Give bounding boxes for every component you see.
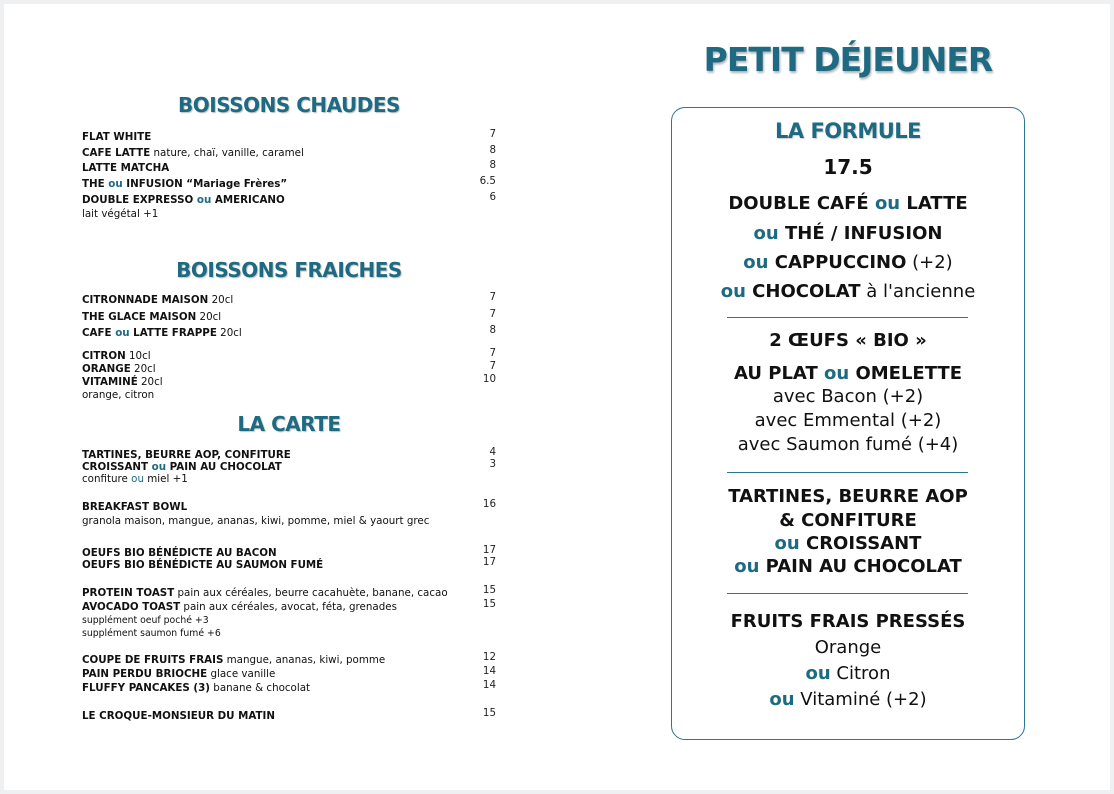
item-text: CITRONNADE MAISON bbox=[82, 294, 209, 306]
item-text: 20cl bbox=[208, 294, 234, 306]
item-text: lait végétal +1 bbox=[82, 208, 159, 220]
item-text: BREAKFAST BOWL bbox=[82, 501, 188, 513]
item-text: mangue, ananas, kiwi, pomme bbox=[223, 654, 386, 666]
menu-item bbox=[82, 128, 496, 144]
formule-line bbox=[671, 662, 1025, 686]
menu-item bbox=[82, 308, 496, 324]
formule-line bbox=[671, 251, 1025, 275]
formule-line bbox=[671, 532, 1025, 556]
item-text: PAIN AU CHOCOLAT bbox=[759, 556, 962, 577]
formule-line bbox=[671, 329, 1025, 353]
item-text: PROTEIN TOAST bbox=[82, 587, 175, 599]
menu-item-note bbox=[82, 614, 496, 627]
item-price: 4 bbox=[489, 446, 496, 458]
menu-item bbox=[82, 191, 496, 207]
ou-connector: ou bbox=[824, 363, 850, 384]
item-price: 17 bbox=[482, 556, 496, 568]
item-text: AU PLAT bbox=[734, 363, 824, 384]
item-price: 14 bbox=[482, 679, 496, 691]
item-text: 20cl bbox=[216, 327, 242, 339]
item-text: glace vanille bbox=[207, 668, 276, 680]
item-text: 20cl bbox=[137, 376, 163, 388]
formule-line bbox=[671, 636, 1025, 660]
ou-connector: ou bbox=[769, 689, 795, 710]
item-price: 14 bbox=[482, 665, 496, 677]
item-text: banane & chocolat bbox=[210, 682, 311, 694]
menu-item bbox=[82, 159, 496, 175]
item-text: AVOCADO TOAST bbox=[82, 601, 181, 613]
item-text: Citron bbox=[830, 663, 891, 684]
menu-item bbox=[82, 360, 496, 376]
formule-line bbox=[671, 280, 1025, 304]
divider bbox=[727, 472, 968, 473]
menu-item bbox=[82, 584, 496, 600]
ou-connector: ou bbox=[196, 194, 212, 206]
item-text: VITAMINÉ bbox=[82, 376, 138, 388]
ou-connector: ou bbox=[151, 461, 167, 473]
menu-item bbox=[82, 324, 496, 340]
page-title: PETIT DÉJEUNER bbox=[703, 40, 993, 79]
item-text: granola maison, mangue, ananas, kiwi, pomme, miel & yaourt grec bbox=[82, 515, 430, 527]
menu-item bbox=[82, 665, 496, 681]
item-text: THE bbox=[82, 178, 109, 190]
item-text: LATTE bbox=[900, 193, 968, 214]
item-text: LE CROQUE-MONSIEUR DU MATIN bbox=[82, 710, 275, 722]
item-price: 8 bbox=[489, 324, 496, 336]
item-price: 7 bbox=[489, 128, 496, 140]
item-text: FLUFFY PANCAKES (3) bbox=[82, 682, 211, 694]
formule-line bbox=[671, 409, 1025, 433]
item-text: CROISSANT bbox=[799, 533, 922, 554]
ou-connector: ou bbox=[753, 223, 779, 244]
item-text: OMELETTE bbox=[849, 363, 962, 384]
item-text: PAIN AU CHOCOLAT bbox=[166, 461, 282, 473]
menu-item bbox=[82, 347, 496, 363]
item-text: pain aux céréales, beurre cacahuète, banane, cacao bbox=[174, 587, 448, 599]
item-text: 20cl bbox=[196, 311, 222, 323]
item-text: 10cl bbox=[125, 350, 151, 362]
menu-item-note bbox=[82, 627, 496, 640]
item-text: COUPE DE FRUITS FRAIS bbox=[82, 654, 224, 666]
item-text: à l'ancienne bbox=[860, 281, 976, 302]
item-text: CHOCOLAT bbox=[745, 281, 861, 302]
item-price: 15 bbox=[482, 598, 496, 610]
menu-item-note bbox=[82, 473, 496, 486]
section-heading: BOISSONS FRAICHES bbox=[176, 258, 402, 282]
divider bbox=[727, 317, 968, 318]
item-price: 7 bbox=[489, 291, 496, 303]
formule-line bbox=[671, 222, 1025, 246]
menu-item-note bbox=[82, 389, 496, 402]
menu-item bbox=[82, 498, 496, 514]
item-text: (+2) bbox=[906, 252, 953, 273]
item-text: CAFE LATTE bbox=[82, 147, 151, 159]
item-price: 15 bbox=[482, 707, 496, 719]
section-heading: BOISSONS CHAUDES bbox=[178, 93, 400, 117]
formule-price bbox=[671, 155, 1025, 179]
item-text: Vitaminé (+2) bbox=[794, 689, 927, 710]
item-text: avec Emmental (+2) bbox=[754, 410, 942, 431]
item-price: 17 bbox=[482, 544, 496, 556]
menu-item bbox=[82, 651, 496, 667]
section-heading: LA CARTE bbox=[237, 412, 341, 436]
item-price: 12 bbox=[482, 651, 496, 663]
formule-line bbox=[671, 555, 1025, 579]
item-text: THE GLACE MAISON bbox=[82, 311, 197, 323]
menu-item bbox=[82, 291, 496, 307]
item-price: 7 bbox=[489, 360, 496, 372]
item-text: FLAT WHITE bbox=[82, 131, 152, 143]
item-text: 2 ŒUFS « BIO » bbox=[769, 330, 927, 351]
formule-line bbox=[671, 362, 1025, 386]
item-text: avec Bacon (+2) bbox=[772, 386, 924, 407]
item-text: CITRON bbox=[82, 350, 126, 362]
menu-item bbox=[82, 144, 496, 160]
formule-line bbox=[671, 433, 1025, 457]
item-price: 10 bbox=[482, 373, 496, 385]
item-text: avec Saumon fumé (+4) bbox=[737, 434, 959, 455]
menu-item bbox=[82, 679, 496, 695]
ou-connector: ou bbox=[743, 252, 769, 273]
menu-item-note bbox=[82, 208, 496, 221]
formule-line bbox=[671, 385, 1025, 409]
formule-line bbox=[671, 509, 1025, 533]
menu-item-note bbox=[82, 515, 496, 528]
formule-heading: LA FORMULE bbox=[775, 119, 921, 143]
item-text: OEUFS BIO BÉNÉDICTE AU SAUMON FUMÉ bbox=[82, 559, 324, 571]
formule-line bbox=[671, 192, 1025, 216]
item-text: OEUFS BIO BÉNÉDICTE AU BACON bbox=[82, 547, 277, 559]
formule-line bbox=[671, 610, 1025, 634]
item-price: 3 bbox=[489, 458, 496, 470]
item-text: 20cl bbox=[130, 363, 156, 375]
item-text: THÉ / INFUSION bbox=[778, 223, 943, 244]
menu-item bbox=[82, 707, 496, 723]
ou-connector: ou bbox=[774, 533, 800, 554]
item-text: orange, citron bbox=[82, 389, 155, 401]
item-text: ORANGE bbox=[82, 363, 131, 375]
item-text: PAIN PERDU BRIOCHE bbox=[82, 668, 208, 680]
item-price: 6.5 bbox=[479, 175, 496, 187]
item-price: 8 bbox=[489, 144, 496, 156]
menu-item bbox=[82, 373, 496, 389]
item-text: 17.5 bbox=[823, 155, 873, 179]
item-text: CAFE bbox=[82, 327, 116, 339]
ou-connector: ou bbox=[115, 327, 130, 339]
item-text: FRUITS FRAIS PRESSÉS bbox=[730, 611, 966, 632]
item-text: CAPPUCCINO bbox=[768, 252, 907, 273]
ou-connector: ou bbox=[874, 193, 901, 214]
item-text: miel +1 bbox=[143, 473, 188, 485]
ou-connector: ou bbox=[108, 178, 123, 190]
item-price: 6 bbox=[489, 191, 496, 203]
menu-item bbox=[82, 598, 496, 614]
item-text: supplément saumon fumé +6 bbox=[82, 628, 221, 639]
item-text: INFUSION “Mariage Frères” bbox=[122, 178, 288, 190]
formule-line bbox=[671, 688, 1025, 712]
item-text: confiture bbox=[82, 473, 132, 485]
item-text: Orange bbox=[814, 637, 882, 658]
ou-connector: ou bbox=[734, 556, 760, 577]
item-price: 7 bbox=[489, 308, 496, 320]
ou-connector: ou bbox=[805, 663, 831, 684]
item-price: 15 bbox=[482, 584, 496, 596]
ou-connector: ou bbox=[720, 281, 746, 302]
item-price: 8 bbox=[489, 159, 496, 171]
menu-item bbox=[82, 175, 496, 191]
item-price: 7 bbox=[489, 347, 496, 359]
item-text: DOUBLE CAFÉ bbox=[728, 193, 875, 214]
item-text: LATTE FRAPPE bbox=[129, 327, 217, 339]
item-text: AMERICANO bbox=[211, 194, 285, 206]
formule-line bbox=[671, 485, 1025, 509]
menu-item bbox=[82, 556, 496, 572]
item-text: CROISSANT bbox=[82, 461, 152, 473]
item-text: DOUBLE EXPRESSO bbox=[82, 194, 197, 206]
item-text: TARTINES, BEURRE AOP, CONFITURE bbox=[82, 449, 291, 461]
item-text: & CONFITURE bbox=[779, 510, 917, 531]
divider bbox=[727, 593, 968, 594]
item-text: nature, chaï, vanille, caramel bbox=[150, 147, 304, 159]
item-text: supplément oeuf poché +3 bbox=[82, 615, 209, 626]
item-text: pain aux céréales, avocat, féta, grenades bbox=[180, 601, 397, 613]
item-price: 16 bbox=[482, 498, 496, 510]
item-text: TARTINES, BEURRE AOP bbox=[728, 486, 968, 507]
item-text: LATTE MATCHA bbox=[82, 162, 170, 174]
ou-connector: ou bbox=[131, 473, 144, 485]
